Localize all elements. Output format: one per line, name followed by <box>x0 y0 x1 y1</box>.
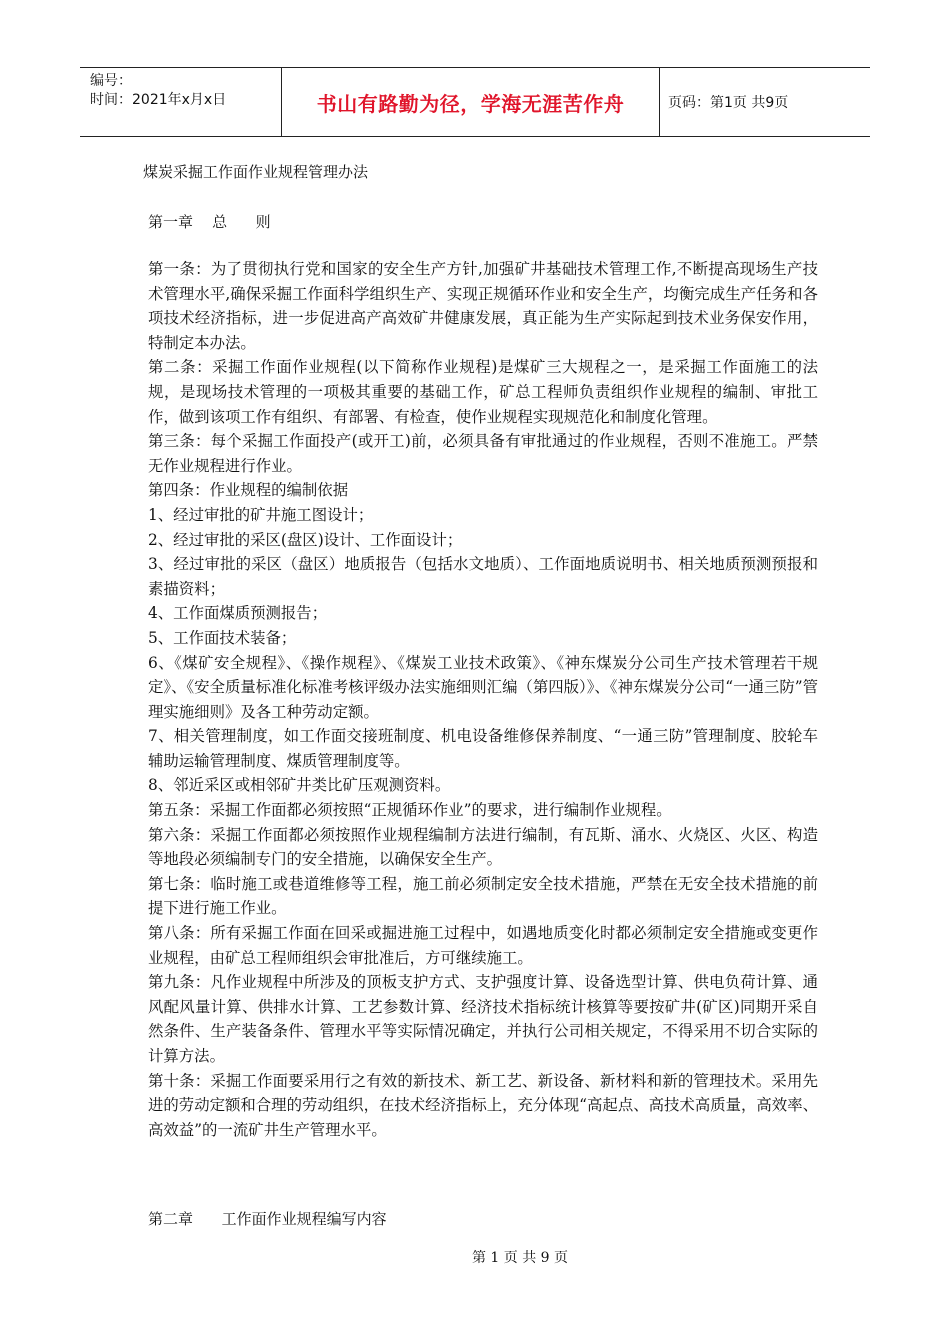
time-label: 时间：2021年x月x日 <box>90 92 227 108</box>
chapter-heading: 第二章 工作面作业规程编写内容 <box>148 1210 387 1228</box>
page-header <box>80 67 870 137</box>
list-item: 7、相关管理制度，如工作面交接班制度、机电设备维修保养制度、“一通三防”管理制度、胶轮车辅助运输管理制度、煤质管理制度等。 <box>148 727 818 770</box>
paragraph: 第二条：采掘工作面作业规程(以下简称作业规程)是煤矿三大规程之一，是采掘工作面施工的法规，是现场技术管理的一项极其重要的基础工作，矿总工程师负责组织作业规程的编制、审批工作，做到该项工作有组织、有部署、有检查，使作业规程实现规范化和制度化管理。 <box>148 358 818 426</box>
page-footer: 第 1 页 共 9 页 <box>471 1250 569 1266</box>
list-item: 8、邻近采区或相邻矿井类比矿压观测资料。 <box>148 776 451 795</box>
chapter-heading: 第一章 总 则 <box>148 213 271 231</box>
header-page-info: 页码：第1页 共9页 <box>668 95 789 111</box>
list-item: 4、工作面煤质预测报告； <box>148 604 328 623</box>
document-title: 煤炭采掘工作面作业规程管理办法 <box>143 163 369 181</box>
list-item: 2、经过审批的采区(盘区)设计、工作面设计； <box>148 530 463 549</box>
list-item: 1、经过审批的矿井施工图设计； <box>148 505 374 524</box>
paragraph: 第六条：采掘工作面都必须按照作业规程编制方法进行编制，有瓦斯、涌水、火烧区、火区、构造等地段必须编制专门的安全措施，以确保安全生产。 <box>148 825 818 869</box>
paragraph: 第七条：临时施工或巷道维修等工程，施工前必须制定安全技术措施，严禁在无安全技术措施的前提下进行施工作业。 <box>148 874 818 918</box>
paragraph: 第四条：作业规程的编制依据 <box>148 481 349 500</box>
list-item: 6、《煤矿安全规程》、《操作规程》、《煤炭工业技术政策》、《神东煤炭分公司生产技术管理若干规定》、《安全质量标准化标准考核评级办法实施细则汇编（第四版）》、《神东煤炭分公司“一通三防”管理实施细则》及各工种劳动定额。 <box>148 653 818 721</box>
paragraph: 第三条：每个采掘工作面投产(或开工)前，必须具备有审批通过的作业规程，否则不准施工。严禁无作业规程进行作业。 <box>148 432 818 475</box>
paragraph: 第九条：凡作业规程中所涉及的顶板支护方式、支护强度计算、设备选型计算、供电负荷计算、通风配风量计算、供排水计算、工艺参数计算、经济技术指标统计核算等要按矿井(矿区)同期开采自然条件、生产装备条件、管理水平等实际情况确定，并执行公司相关规定，不得采用不切合实际的计算方法。 <box>148 973 818 1065</box>
paragraph: 第一条：为了贯彻执行党和国家的安全生产方针,加强矿井基础技术管理工作,不断提高现场生产技术管理水平,确保采掘工作面科学组织生产、实现正规循环作业和安全生产，均衡完成生产任务和各项技术经济指标，进一步促进高产高效矿井健康发展，真正能为生产实际起到技术业务保安作用，特制定本办法。 <box>148 260 818 352</box>
header-motto: 书山有路勤为径，学海无涯苦作舟 <box>282 68 660 136</box>
list-item: 5、工作面技术装备； <box>148 628 297 647</box>
list-item: 3、经过审批的采区（盘区）地质报告（包括水文地质）、工作面地质说明书、相关地质预测预报和素描资料； <box>148 555 818 598</box>
header-meta <box>80 68 282 136</box>
paragraph: 第八条：所有采掘工作面在回采或掘进施工过程中，如遇地质变化时都必须制定安全措施或变更作业规程，由矿总工程师组织会审批准后，方可继续施工。 <box>148 924 818 967</box>
paragraph: 第五条：采掘工作面都必须按照“正规循环作业”的要求，进行编制作业规程。 <box>148 801 672 820</box>
number-label: 编号： <box>90 73 132 89</box>
document-body <box>143 257 818 1142</box>
paragraph: 第十条：采掘工作面要采用行之有效的新技术、新工艺、新设备、新材料和新的管理技术。采用先进的劳动定额和合理的劳动组织，在技术经济指标上，充分体现“高起点、高技术高质量，高效率、高效益”的一流矿井生产管理水平。 <box>148 1071 818 1139</box>
